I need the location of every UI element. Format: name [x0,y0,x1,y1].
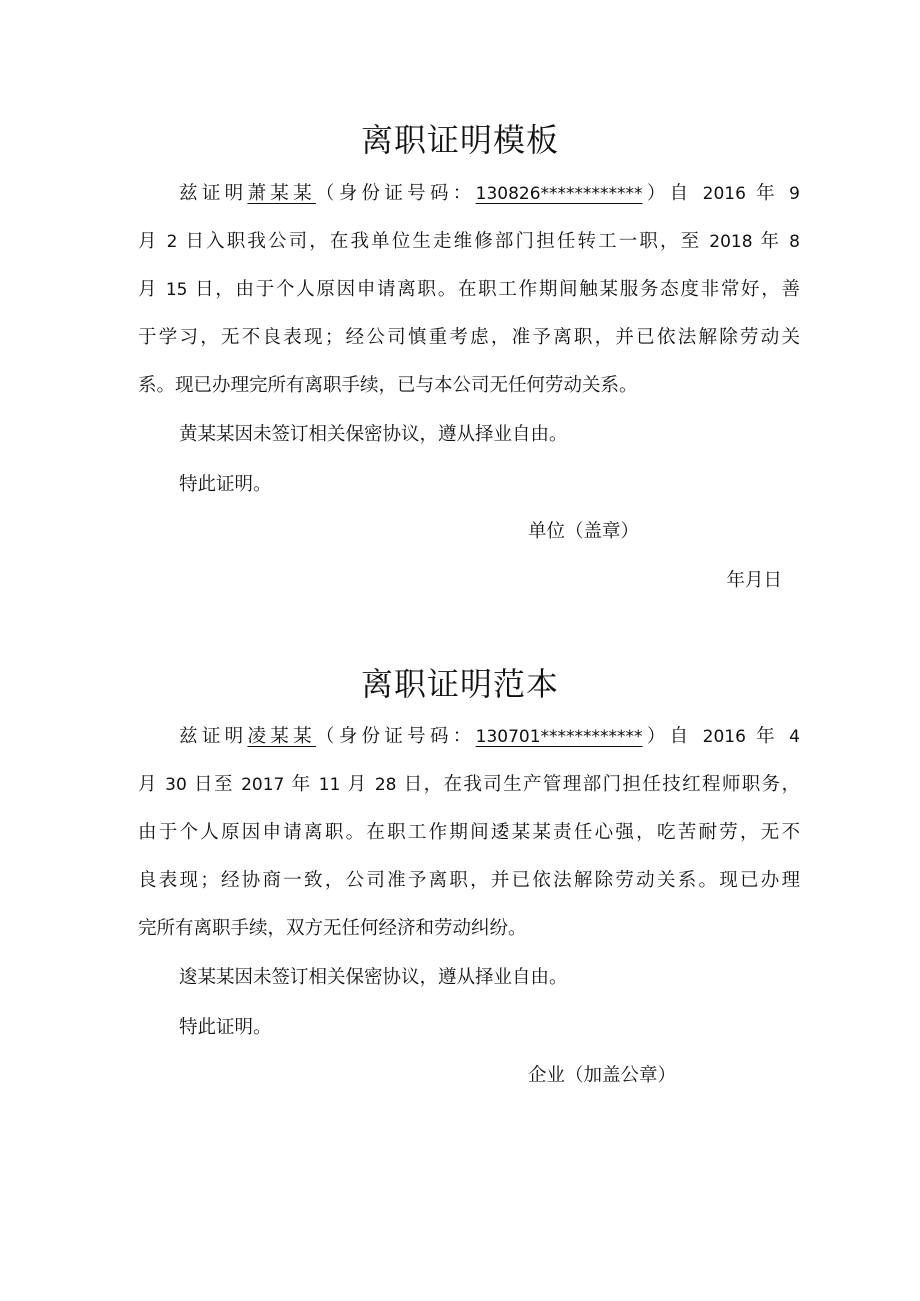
end-year: 2018 [709,232,753,252]
start-year: 2016 [702,727,746,747]
end-year: 2017 [241,775,285,795]
end-month: 8 [789,232,800,252]
template-confidentiality: 黄某某因未签订相关保密协议，遵从择业自由。 [179,424,568,445]
sample-title: 离职证明范本 [360,665,559,703]
id-number: 130701************ [475,727,643,747]
text-span: 日，由于个人原因申请离职。在职工作期间触某服务态度非常好，善 [187,279,800,300]
text-span: 月 [138,231,167,252]
start-month: 9 [789,184,800,204]
text-span: 兹证明 [179,726,248,747]
template-closing: 特此证明。 [179,474,272,495]
text-span: 日入职我公司，在我单位生走维修部门担任转工一职，至 [177,231,710,252]
text-span: 年 [284,774,319,795]
end-day: 15 [165,280,188,300]
text-span: 月 [340,774,375,795]
text-span: 年 [752,231,790,252]
text-span: 月 [138,279,166,300]
start-day: 30 [165,775,187,795]
start-day: 2 [166,232,178,252]
start-month: 4 [789,727,800,747]
template-body-line-3 [138,266,800,314]
template-title: 离职证明模板 [360,121,559,159]
sample-body-line-1 [138,713,800,761]
template-signature: 单位（盖章） [528,521,640,542]
start-year: 2016 [702,184,746,204]
template-body-line-5: 系。现已办理完所有离职手续，已与本公司无任何劳动关系。 [138,375,638,396]
sample-body-line-2 [138,761,800,809]
sample-body-line-4: 良表现；经协商一致，公司准予离职，并已依法解除劳动关系。现已办理 [138,870,800,891]
text-span: （身份证号码： [315,726,476,747]
sample-confidentiality: 逡某某因未签订相关保密协议，遵从择业自由。 [179,967,568,988]
sample-body-line-3: 由于个人原因申请离职。在职工作期间逶某某责任心强，吃苦耐劳，无不 [138,822,800,843]
template-body [138,170,800,410]
text-span: 年 [745,183,790,204]
text-span: 日至 [186,774,242,795]
id-number: 130826************ [475,184,643,204]
sample-body-line-5: 完所有离职手续，双方无任何经济和劳动纠纷。 [138,918,527,939]
sample-body [138,713,800,953]
text-span: 兹证明 [179,183,248,204]
template-date: 年月日 [726,570,782,591]
sample-closing: 特此证明。 [179,1017,272,1038]
end-day: 28 [374,775,397,795]
employee-name: 凌某某 [247,726,316,747]
sample-signature: 企业（加盖公章） [528,1065,677,1086]
end-month: 11 [318,775,341,795]
text-span: 月 [138,774,166,795]
template-body-line-1 [138,170,800,218]
template-body-line-4: 于学习，无不良表现；经公司慎重考虑，准予离职，并已依法解除劳动关 [138,327,800,348]
text-span: ）自 [642,183,703,204]
text-span: 年 [745,726,790,747]
template-body-line-2 [138,218,800,266]
text-span: 日，在我司生产管理部门担任技红程师职务， [396,774,801,795]
text-span: ）自 [642,726,703,747]
employee-name: 萧某某 [247,183,316,204]
text-span: （身份证号码： [315,183,476,204]
